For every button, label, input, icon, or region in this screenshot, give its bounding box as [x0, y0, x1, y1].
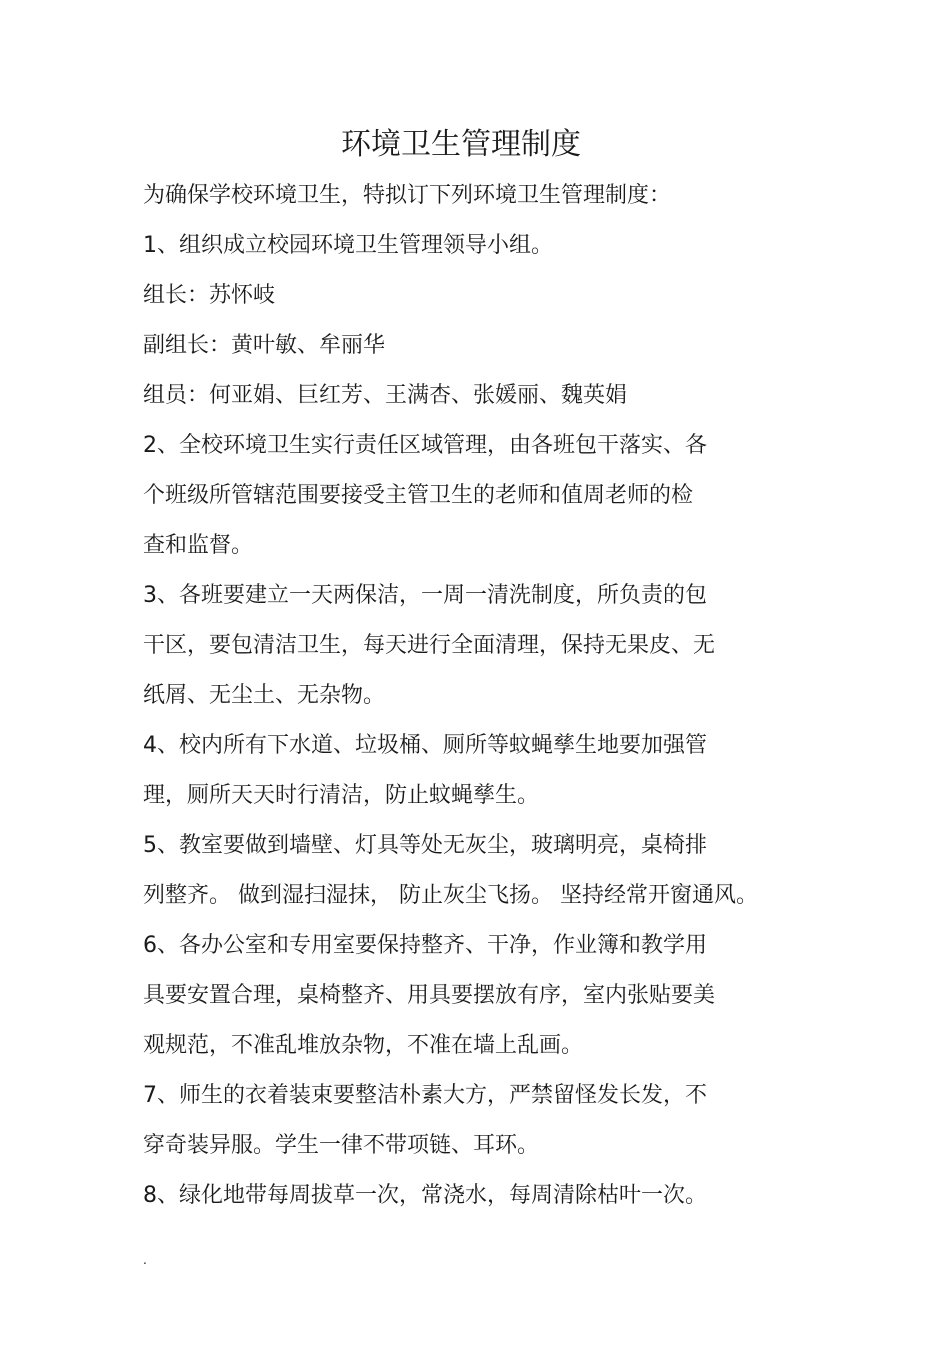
deputy-leader-line: 副组长：黄叶敏、牟丽华: [143, 333, 386, 358]
document-body: [143, 171, 943, 1221]
item-7-line-2: 穿奇装异服。学生一律不带项链、耳环。: [143, 1133, 540, 1158]
item-2-line-1: 2、全校环境卫生实行责任区域管理，由各班包干落实、各: [143, 433, 707, 458]
item-5-line-1: 5、教室要做到墙壁、灯具等处无灰尘，玻璃明亮，桌椅排: [143, 833, 707, 858]
item-1-line: 1、组织成立校园环境卫生管理领导小组。: [143, 233, 553, 258]
item-5-line-2: 列整齐。 做到湿扫湿抹， 防止灰尘飞扬。 坚持经常开窗通风。: [143, 883, 758, 908]
leader-line: 组长：苏怀岐: [143, 283, 276, 308]
item-2-line-3: 查和监督。: [143, 533, 254, 558]
item-6-line-1: 6、各办公室和专用室要保持整齐、干净，作业簿和教学用: [143, 933, 707, 958]
item-3-line-1: 3、各班要建立一天两保洁，一周一清洗制度，所负责的包: [143, 583, 707, 608]
item-4-line-1: 4、校内所有下水道、垃圾桶、厕所等蚊蝇孳生地要加强管: [143, 733, 707, 758]
document-title: 环境卫生管理制度: [341, 127, 581, 162]
item-3-line-2: 干区，要包清洁卫生，每天进行全面清理，保持无果皮、无: [143, 633, 716, 658]
item-2-line-2: 个班级所管辖范围要接受主管卫生的老师和值周老师的检: [143, 483, 694, 508]
item-6-line-2: 具要安置合理，桌椅整齐、用具要摆放有序，室内张贴要美: [143, 983, 716, 1008]
item-6-line-3: 观规范，不准乱堆放杂物，不准在墙上乱画。: [143, 1033, 584, 1058]
members-line: 组员：何亚娟、巨红芳、王满杏、张媛丽、魏英娟: [143, 383, 628, 408]
intro-line: 为确保学校环境卫生，特拟订下列环境卫生管理制度：: [143, 183, 672, 208]
item-8-line: 8、绿化地带每周拔草一次，常浇水，每周清除枯叶一次。: [143, 1183, 707, 1208]
footer-mark: .: [143, 1253, 147, 1267]
item-3-line-3: 纸屑、无尘土、无杂物。: [143, 683, 386, 708]
item-4-line-2: 理，厕所天天时行清洁，防止蚊蝇孳生。: [143, 783, 540, 808]
item-7-line-1: 7、师生的衣着装束要整洁朴素大方，严禁留怪发长发，不: [143, 1083, 707, 1108]
